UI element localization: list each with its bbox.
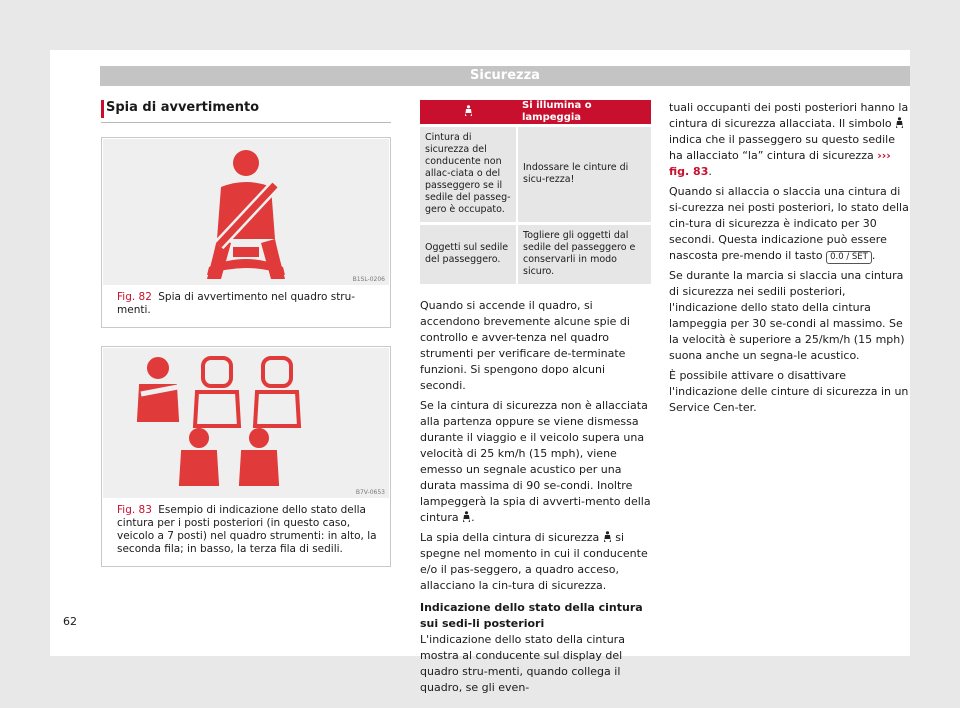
- figure-caption: [103, 498, 389, 556]
- right-column: [669, 100, 911, 420]
- paragraph-text: Se la cintura di sicurezza non è allacciata alla partenza oppure se viene dismessa durante il viaggio e il veicolo supera una velocità di 25 km/h (15 mph), viene emesso un segnale acustico per una durata massima di 90 se-condi. Inoltre lampeggerà la spia di avverti-mento della cintura: [420, 399, 651, 524]
- paragraph: Se durante la marcia si slaccia una cintura di sicurezza nei sedili posteriori, l'indicazione dello stato della cintura lampeggia per 30 se-condi al massimo. Se la velocità è superiore a 25/km/h (15 mph) suona anche un segna-le acustico.: [669, 269, 905, 362]
- manual-page: [50, 50, 910, 694]
- paragraph: Quando si accende il quadro, si accendono brevemente alcune spie di controllo e avver-tenza nel quadro strumenti per verificare de-terminate funzioni. Si spengono dopo alcuni secondi.: [420, 299, 630, 392]
- seatbelt-icon: [603, 531, 612, 542]
- figure-caption-text: Spia di avvertimento nel quadro stru-menti.: [117, 291, 356, 316]
- rear-seat-belt-status-icon: [103, 348, 389, 498]
- table-cell: Togliere gli oggetti dal sedile del passeggero e conservarli in modo sicuro.: [517, 224, 651, 285]
- table-cell: Oggetti sul sedile del passeggero.: [420, 224, 517, 285]
- heading-accent-bar: [101, 100, 104, 118]
- figure-83-image: [103, 348, 389, 498]
- seatbelt-icon: [895, 117, 904, 128]
- figure-82: [101, 137, 391, 328]
- seatbelt-icon: [464, 105, 473, 116]
- table-header-icon: [420, 100, 517, 126]
- table-cell: Indossare le cinture di sicu-rezza!: [517, 126, 651, 224]
- figure-code: B1SL-0206: [352, 276, 385, 283]
- paragraph: [669, 100, 911, 180]
- paragraph-text: indica che il passeggero su questo sedile ha allacciato “la” cintura di sicurezza: [669, 133, 895, 162]
- table-cell: Cintura di sicurezza del conducente non allac-ciata o del passeggero se il sedile del passeg-gero è occupato.: [420, 126, 517, 224]
- table-row: [420, 224, 651, 285]
- figure-caption-text: Esempio di indicazione dello stato della cintura per i posti posteriori (in questo caso, veicolo a 7 posti) nel quadro strumenti: in alto, la seconda fila; in basso, la terza fila di sedili.: [117, 504, 377, 555]
- paragraph: L'indicazione dello stato della cintura mostra al conducente sul display del quadro stru-menti, quando collega il quadro, se gli even-: [420, 633, 625, 694]
- paragraph-text: .: [708, 165, 712, 178]
- paragraph-text: si spegne nel momento in cui il conducente e/o il pas-seggero, a quadro acceso, allacciano la cin-tura di sicurezza.: [420, 531, 648, 592]
- section-heading: [101, 100, 391, 123]
- subheading: Indicazione dello stato della cintura sui sedi-li posteriori: [420, 601, 643, 630]
- paragraph-text: .: [471, 511, 475, 524]
- figure-code: B7V-0653: [355, 489, 385, 496]
- figure-caption: [103, 285, 389, 317]
- paragraph: [420, 398, 651, 526]
- paragraph: [669, 184, 911, 264]
- figure-83: [101, 346, 391, 567]
- set-key-label: 0.0 / SET: [826, 251, 872, 264]
- table-row: [420, 126, 651, 224]
- figure-82-image: [103, 139, 389, 285]
- warning-light-table: [420, 100, 651, 284]
- seatbelt-icon: [462, 511, 471, 522]
- section-title: Spia di avvertimento: [106, 100, 260, 115]
- paragraph-text: .: [871, 249, 876, 262]
- page-header: Sicurezza: [100, 66, 910, 86]
- middle-column: [420, 100, 651, 700]
- figure-number: Fig. 83: [117, 504, 152, 516]
- body-text: [420, 298, 651, 696]
- seatbelt-warning-icon: [103, 139, 389, 285]
- left-column: [101, 100, 391, 567]
- figure-reference-link[interactable]: ››› fig. 83: [669, 149, 891, 178]
- page-number: 62: [63, 615, 77, 628]
- table-header-text: Si illumina o lampeggia: [517, 100, 651, 126]
- paragraph-text: La spia della cintura di sicurezza: [420, 531, 600, 544]
- paragraph-text: tuali occupanti dei posti posteriori hanno la cintura di sicurezza allacciata. Il simbolo: [669, 101, 909, 130]
- figure-number: Fig. 82: [117, 291, 152, 303]
- paragraph-text: Quando si allaccia o slaccia una cintura di si-curezza nei posti posteriori, lo stato della cin-tura di sicurezza è indicato per 30 secondi. Questa indicazione può essere nascosta pre-mendo il tasto: [669, 185, 909, 262]
- paragraph: [420, 530, 651, 594]
- paragraph: È possibile attivare o disattivare l'indicazione delle cinture di sicurezza in un Service Cen-ter.: [669, 369, 909, 414]
